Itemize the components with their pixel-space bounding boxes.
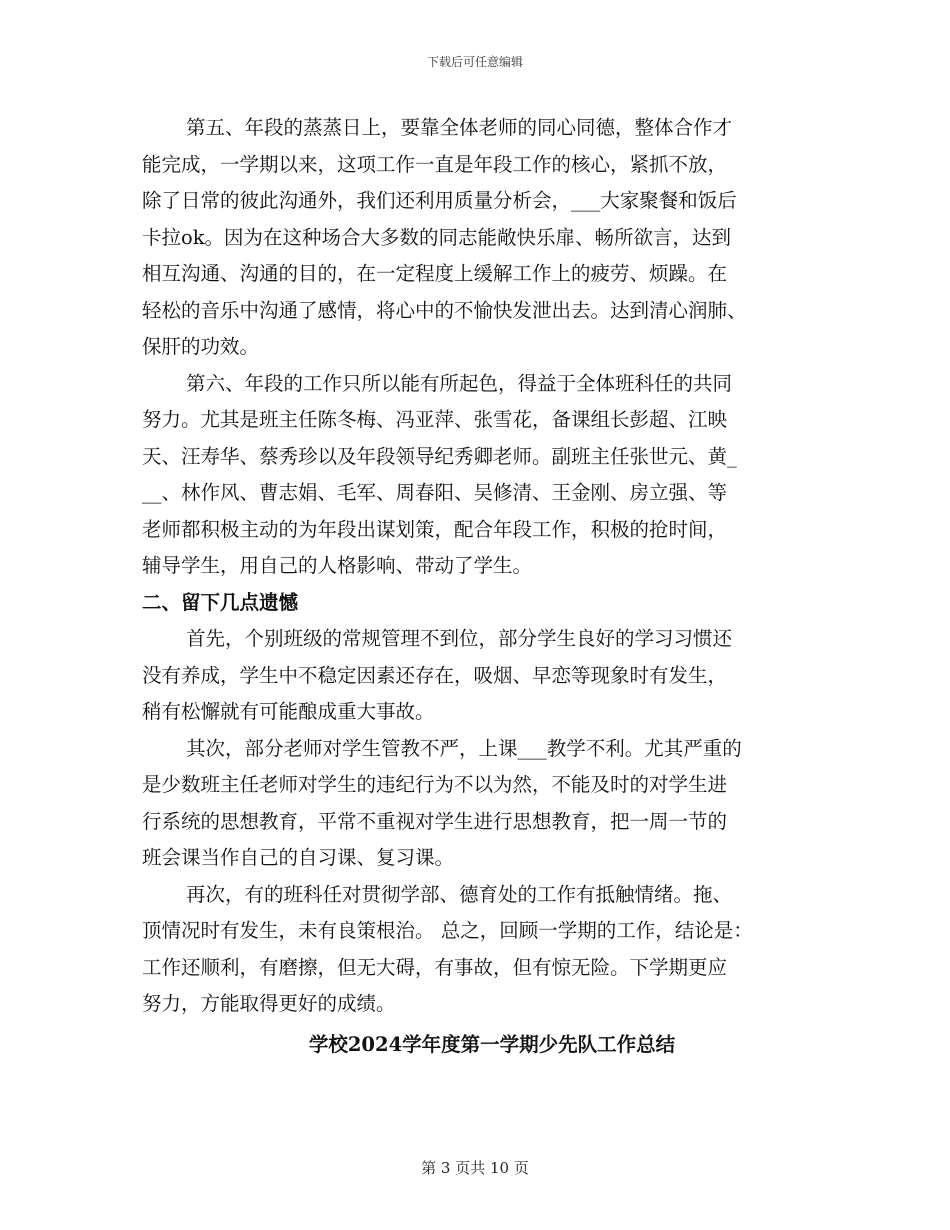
text-line: 再次，有的班科任对贯彻学部、德育处的工作有抵触情绪。拖、 — [186, 882, 733, 906]
text-line: 稍有松懈就有可能酿成重大事故。 — [142, 700, 435, 723]
text-line: 天、汪寿华、蔡秀珍以及年段领导纪秀卿老师。副班主任张世元、黄_ — [142, 444, 737, 468]
text-line: 其次，部分老师对学生管教不严，上课___教学不利。尤其严重的 — [186, 736, 742, 760]
text-line: 顶情况时有发生，未有良策根治。 总之，回顾一学期的工作，结论是： — [142, 919, 753, 942]
text-line: 辅导学生，用自己的人格影响、带动了学生。 — [142, 554, 533, 577]
text-line: 相互沟通、沟通的目的，在一定程度上缓解工作上的疲劳、烦躁。在 — [142, 262, 728, 285]
section-heading: 二、留下几点遗憾 — [142, 590, 299, 614]
text-line: 努力，方能取得更好的成绩。 — [142, 992, 396, 1015]
paragraph-third-regret — [142, 877, 808, 1023]
document-body — [142, 110, 808, 1063]
text-line: 工作还顺利，有磨擦，但无大碍，有事故，但有惊无险。下学期更应 — [142, 955, 728, 979]
text-line: 保肝的功效。 — [142, 335, 260, 358]
page-header-note: 下载后可任意编辑 — [426, 55, 523, 69]
text-line: 没有养成，学生中不稳定因素还存在，吸烟、早恋等现象时有发生， — [142, 663, 728, 687]
text-line: 卡拉ok。因为在这种场合大多数的同志能敞快乐扉、畅所欲言，达到 — [142, 225, 732, 249]
text-line: 第六、年段的工作只所以能有所起色，得益于全体班科任的共同 — [186, 371, 733, 395]
text-line: 老师都积极主动的为年段出谋划策，配合年段工作，积极的抢时间， — [142, 517, 728, 541]
paragraph-fifth — [142, 110, 808, 366]
text-line: 第五、年段的蒸蒸日上，要靠全体老师的同心同德，整体合作才 — [186, 116, 733, 139]
paragraph-second-regret — [142, 731, 808, 877]
text-line: 行系统的思想教育，平常不重视对学生进行思想教育，把一周一节的 — [142, 809, 728, 833]
text-line: 班会课当作自己的自习课、复习课。 — [142, 846, 455, 869]
text-line: 除了日常的彼此沟通外，我们还利用质量分析会，___大家聚餐和饭后 — [142, 189, 737, 212]
text-line: 能完成，一学期以来，这项工作一直是年段工作的核心，紧抓不放， — [142, 152, 728, 176]
page-number: 第 3 页共 10 页 — [421, 1159, 529, 1177]
text-line: 努力。尤其是班主任陈冬梅、冯亚萍、张雪花，备课组长彭超、江映 — [142, 408, 728, 431]
paragraph-first-regret — [142, 621, 808, 731]
text-line: 是少数班主任老师对学生的违纪行为不以为然，不能及时的对学生进 — [142, 773, 728, 796]
text-line: 首先，个别班级的常规管理不到位，部分学生良好的学习习惯还 — [186, 627, 733, 650]
text-line: 轻松的音乐中沟通了感情，将心中的不愉快发泄出去。达到清心润肺、 — [142, 298, 747, 322]
text-line: __、林作风、曹志娟、毛军、周春阳、吴修清、王金刚、房立强、等 — [142, 481, 728, 504]
document-title: 学校2024学年度第一学期少先队工作总结 — [308, 1032, 676, 1056]
paragraph-sixth — [142, 366, 808, 585]
